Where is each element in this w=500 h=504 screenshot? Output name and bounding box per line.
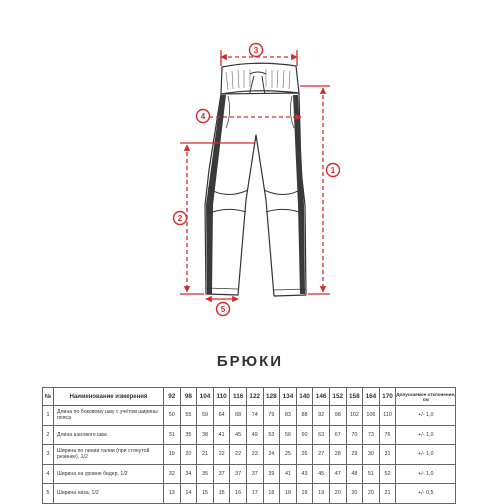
- size-value: 20: [363, 484, 380, 504]
- marker-5: [217, 303, 230, 316]
- size-value: 106: [363, 406, 380, 426]
- size-value: 13: [164, 484, 181, 504]
- size-value: 16: [230, 484, 247, 504]
- size-value: 15: [213, 484, 230, 504]
- size-value: 45: [230, 425, 247, 445]
- size-value: 28: [329, 445, 346, 465]
- size-value: 23: [246, 445, 263, 465]
- measurement-name: Длина шагового шва: [54, 425, 164, 445]
- row-number: 3: [43, 445, 54, 465]
- size-value: 49: [246, 425, 263, 445]
- size-value: 34: [180, 464, 197, 484]
- size-value: 31: [164, 425, 181, 445]
- size-value: 24: [263, 445, 280, 465]
- size-value: 76: [379, 425, 396, 445]
- marker-2: [174, 212, 187, 225]
- header-tolerance: Допускаемое отклонение, см: [396, 388, 456, 406]
- size-value: 45: [313, 464, 330, 484]
- size-value: 41: [213, 425, 230, 445]
- size-value: 21: [197, 445, 214, 465]
- marker-1: [327, 164, 340, 177]
- size-value: 43: [296, 464, 313, 484]
- table-row: [43, 425, 456, 445]
- size-value: 73: [363, 425, 380, 445]
- size-value: 37: [230, 464, 247, 484]
- size-value: 19: [313, 484, 330, 504]
- header-size: 152: [329, 388, 346, 406]
- size-value: 25: [280, 445, 297, 465]
- size-value: 20: [329, 484, 346, 504]
- header-size: 98: [180, 388, 197, 406]
- size-value: 32: [164, 464, 181, 484]
- table-body: [43, 406, 456, 504]
- size-value: 39: [263, 464, 280, 484]
- table-header-row: [43, 388, 456, 406]
- trousers-illustration: [205, 63, 306, 296]
- size-value: 19: [296, 484, 313, 504]
- size-value: 37: [246, 464, 263, 484]
- header-size: 134: [280, 388, 297, 406]
- size-value: 102: [346, 406, 363, 426]
- size-value: 37: [213, 464, 230, 484]
- header-size: 146: [313, 388, 330, 406]
- tolerance-value: +/- 1,0: [396, 425, 456, 445]
- row-number: 4: [43, 464, 54, 484]
- page-title: БРЮКИ: [216, 353, 284, 370]
- size-chart-table: [42, 387, 456, 504]
- marker-4: [197, 110, 210, 123]
- row-number: 2: [43, 425, 54, 445]
- size-value: 79: [263, 406, 280, 426]
- size-value: 56: [280, 425, 297, 445]
- size-value: 21: [379, 484, 396, 504]
- table-row: [43, 406, 456, 426]
- size-value: 110: [379, 406, 396, 426]
- size-value: 88: [296, 406, 313, 426]
- size-value: 15: [197, 484, 214, 504]
- header-size: 164: [363, 388, 380, 406]
- size-value: 30: [363, 445, 380, 465]
- table-row: [43, 445, 456, 465]
- header-size: 158: [346, 388, 363, 406]
- tolerance-value: +/- 1,0: [396, 445, 456, 465]
- size-value: 41: [280, 464, 297, 484]
- size-value: 26: [296, 445, 313, 465]
- measurement-name: Ширина по линии талии (при стянутой резинке), 1/2: [54, 445, 164, 465]
- measurement-name: Ширина на уровне бедер, 1/2: [54, 464, 164, 484]
- header-size: 104: [197, 388, 214, 406]
- size-value: 70: [346, 425, 363, 445]
- size-value: 64: [213, 406, 230, 426]
- size-value: 83: [280, 406, 297, 426]
- marker-2-label: 2: [177, 214, 183, 223]
- size-value: 68: [230, 406, 247, 426]
- size-value: 51: [363, 464, 380, 484]
- measurement-name: Длина по боковому шву с учётом ширины пояса: [54, 406, 164, 426]
- header-size: 128: [263, 388, 280, 406]
- marker-4-label: 4: [200, 112, 206, 121]
- tolerance-value: +/- 0,5: [396, 484, 456, 504]
- tolerance-value: +/- 1,0: [396, 464, 456, 484]
- size-value: 18: [263, 484, 280, 504]
- size-value: 20: [180, 445, 197, 465]
- size-value: 38: [197, 425, 214, 445]
- marker-5-label: 5: [220, 305, 226, 314]
- marker-3-label: 3: [253, 46, 259, 55]
- size-value: 52: [379, 464, 396, 484]
- table-row: [43, 484, 456, 504]
- size-value: 47: [329, 464, 346, 484]
- size-value: 35: [180, 425, 197, 445]
- size-value: 22: [213, 445, 230, 465]
- size-value: 19: [164, 445, 181, 465]
- row-number: 5: [43, 484, 54, 504]
- marker-3: [250, 44, 263, 57]
- size-value: 29: [346, 445, 363, 465]
- size-value: 50: [164, 406, 181, 426]
- size-value: 22: [230, 445, 247, 465]
- size-value: 35: [197, 464, 214, 484]
- header-size: 122: [246, 388, 263, 406]
- size-value: 63: [313, 425, 330, 445]
- header-size: 92: [164, 388, 181, 406]
- table-row: [43, 464, 456, 484]
- size-value: 67: [329, 425, 346, 445]
- size-value: 18: [280, 484, 297, 504]
- tolerance-value: +/- 1,0: [396, 406, 456, 426]
- header-size: 116: [230, 388, 247, 406]
- size-value: 92: [313, 406, 330, 426]
- header-size: 140: [296, 388, 313, 406]
- size-value: 98: [329, 406, 346, 426]
- size-value: 17: [246, 484, 263, 504]
- size-value: 53: [263, 425, 280, 445]
- marker-1-label: 1: [330, 166, 336, 175]
- size-value: 48: [346, 464, 363, 484]
- size-value: 20: [346, 484, 363, 504]
- header-size: 170: [379, 388, 396, 406]
- header-num: №: [43, 388, 54, 406]
- header-size: 110: [213, 388, 230, 406]
- size-value: 27: [313, 445, 330, 465]
- size-value: 60: [296, 425, 313, 445]
- header-name: Наименование измерения: [54, 388, 164, 406]
- size-value: 31: [379, 445, 396, 465]
- measurement-name: Ширина низа, 1/2: [54, 484, 164, 504]
- size-value: 74: [246, 406, 263, 426]
- row-number: 1: [43, 406, 54, 426]
- size-value: 59: [197, 406, 214, 426]
- size-value: 55: [180, 406, 197, 426]
- size-value: 14: [180, 484, 197, 504]
